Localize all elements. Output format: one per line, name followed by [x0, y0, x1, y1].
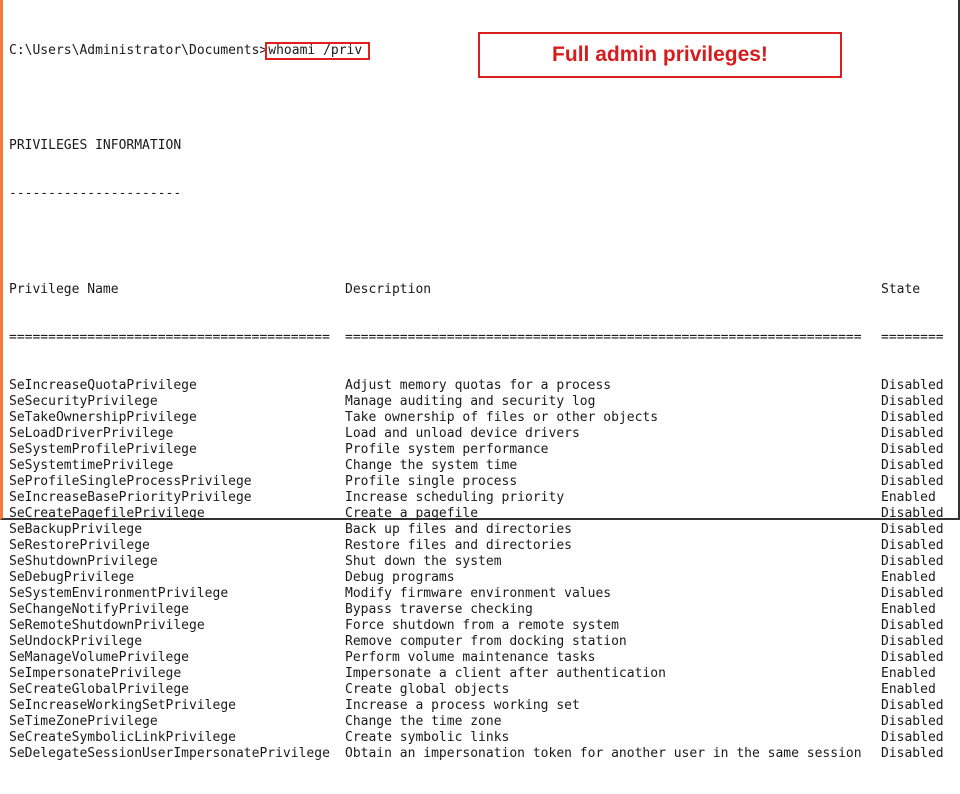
privilege-name: SeChangeNotifyPrivilege — [9, 602, 190, 617]
command-highlight — [265, 42, 370, 60]
privilege-state: Disabled — [881, 714, 944, 729]
privilege-description: Load and unload device drivers — [345, 426, 580, 441]
table-row — [9, 618, 960, 634]
privilege-state: Enabled — [881, 602, 936, 617]
table-row — [9, 394, 960, 410]
privilege-name: SeProfileSingleProcessPrivilege — [9, 474, 252, 489]
privilege-state: Disabled — [881, 650, 944, 665]
privilege-name: SeRemoteShutdownPrivilege — [9, 618, 205, 633]
privilege-description: Debug programs — [345, 570, 455, 585]
privilege-state: Disabled — [881, 522, 944, 537]
table-row — [9, 682, 960, 698]
table-row — [9, 586, 960, 602]
privilege-description: Manage auditing and security log — [345, 394, 596, 409]
privilege-description: Adjust memory quotas for a process — [345, 378, 612, 393]
privilege-table-body — [9, 378, 960, 762]
privilege-name: SeDebugPrivilege — [9, 570, 135, 585]
section-title: PRIVILEGES INFORMATION — [9, 138, 182, 153]
table-row — [9, 634, 960, 650]
table-row — [9, 410, 960, 426]
privilege-name: SeSystemtimePrivilege — [9, 458, 174, 473]
table-row — [9, 666, 960, 682]
privilege-state: Disabled — [881, 506, 944, 521]
table-row — [9, 490, 960, 506]
privilege-state: Disabled — [881, 698, 944, 713]
table-row — [9, 442, 960, 458]
callout-text: Full admin privileges! — [552, 43, 768, 66]
separator-state: ======== — [881, 330, 944, 345]
privilege-name: SeCreatePagefilePrivilege — [9, 506, 205, 521]
privilege-description: Impersonate a client after authentication — [345, 666, 666, 681]
privilege-state: Disabled — [881, 394, 944, 409]
privilege-description: Create symbolic links — [345, 730, 510, 745]
privilege-state: Disabled — [881, 410, 944, 425]
section-underline: ---------------------- — [9, 186, 182, 201]
privilege-description: Change the time zone — [345, 714, 502, 729]
table-row — [9, 474, 960, 490]
privilege-name: SeTimeZonePrivilege — [9, 714, 158, 729]
privilege-description: Change the system time — [345, 458, 518, 473]
table-header — [9, 282, 960, 298]
privilege-name: SeCreateGlobalPrivilege — [9, 682, 190, 697]
privilege-name: SeIncreaseWorkingSetPrivilege — [9, 698, 236, 713]
privilege-state: Disabled — [881, 538, 944, 553]
privilege-name: SeImpersonatePrivilege — [9, 666, 182, 681]
privilege-name: SeIncreaseQuotaPrivilege — [9, 378, 197, 393]
privilege-state: Disabled — [881, 586, 944, 601]
privilege-state: Disabled — [881, 442, 944, 457]
privilege-state: Enabled — [881, 666, 936, 681]
admin-privileges-callout — [478, 32, 842, 78]
privilege-name: SeSystemEnvironmentPrivilege — [9, 586, 229, 601]
privilege-name: SeSystemProfilePrivilege — [9, 442, 197, 457]
privilege-state: Disabled — [881, 378, 944, 393]
table-separator — [9, 330, 960, 346]
terminal-output — [9, 10, 960, 794]
privilege-name: SeShutdownPrivilege — [9, 554, 158, 569]
privilege-state: Disabled — [881, 474, 944, 489]
privilege-name: SeManageVolumePrivilege — [9, 650, 190, 665]
table-row — [9, 650, 960, 666]
privilege-description: Profile single process — [345, 474, 518, 489]
privilege-name: SeUndockPrivilege — [9, 634, 143, 649]
privilege-description: Shut down the system — [345, 554, 502, 569]
table-row — [9, 426, 960, 442]
privilege-description: Increase scheduling priority — [345, 490, 565, 505]
privilege-state: Disabled — [881, 746, 944, 761]
separator-description: ================================================================== — [345, 330, 862, 345]
table-row — [9, 538, 960, 554]
privilege-name: SeBackupPrivilege — [9, 522, 143, 537]
privilege-description: Create global objects — [345, 682, 510, 697]
privilege-name: SeCreateSymbolicLinkPrivilege — [9, 730, 236, 745]
table-row — [9, 714, 960, 730]
table-row — [9, 554, 960, 570]
privilege-name: SeRestorePrivilege — [9, 538, 150, 553]
table-row — [9, 458, 960, 474]
header-description: Description — [345, 282, 432, 297]
command-text: whoami /priv — [268, 43, 363, 58]
privilege-state: Enabled — [881, 490, 936, 505]
privilege-name: SeTakeOwnershipPrivilege — [9, 410, 197, 425]
privilege-description: Create a pagefile — [345, 506, 479, 521]
privilege-name: SeLoadDriverPrivilege — [9, 426, 174, 441]
privilege-state: Disabled — [881, 426, 944, 441]
privilege-description: Obtain an impersonation token for another user in the same session — [345, 746, 862, 761]
privilege-state: Disabled — [881, 458, 944, 473]
privilege-description: Profile system performance — [345, 442, 549, 457]
table-row — [9, 730, 960, 746]
privilege-description: Restore files and directories — [345, 538, 572, 553]
privilege-description: Modify firmware environment values — [345, 586, 612, 601]
header-privilege-name: Privilege Name — [9, 282, 119, 297]
table-row — [9, 522, 960, 538]
privilege-description: Remove computer from docking station — [345, 634, 627, 649]
privilege-description: Back up files and directories — [345, 522, 572, 537]
table-row — [9, 746, 960, 762]
privilege-name: SeDelegateSessionUserImpersonatePrivilege — [9, 746, 330, 761]
privilege-name: SeSecurityPrivilege — [9, 394, 158, 409]
privilege-description: Force shutdown from a remote system — [345, 618, 619, 633]
privilege-name: SeIncreaseBasePriorityPrivilege — [9, 490, 252, 505]
privilege-state: Enabled — [881, 682, 936, 697]
privilege-description: Take ownership of files or other objects — [345, 410, 659, 425]
privilege-state: Disabled — [881, 618, 944, 633]
privilege-description: Bypass traverse checking — [345, 602, 533, 617]
table-row — [9, 378, 960, 394]
prompt-path: C:\Users\Administrator\Documents> — [9, 43, 268, 58]
table-row — [9, 570, 960, 586]
privilege-description: Perform volume maintenance tasks — [345, 650, 596, 665]
header-state: State — [881, 282, 921, 297]
separator-name: ========================================= — [9, 330, 330, 345]
table-row — [9, 698, 960, 714]
privilege-state: Enabled — [881, 570, 936, 585]
privilege-state: Disabled — [881, 554, 944, 569]
privilege-description: Increase a process working set — [345, 698, 580, 713]
privilege-state: Disabled — [881, 730, 944, 745]
table-row — [9, 602, 960, 618]
privilege-state: Disabled — [881, 634, 944, 649]
